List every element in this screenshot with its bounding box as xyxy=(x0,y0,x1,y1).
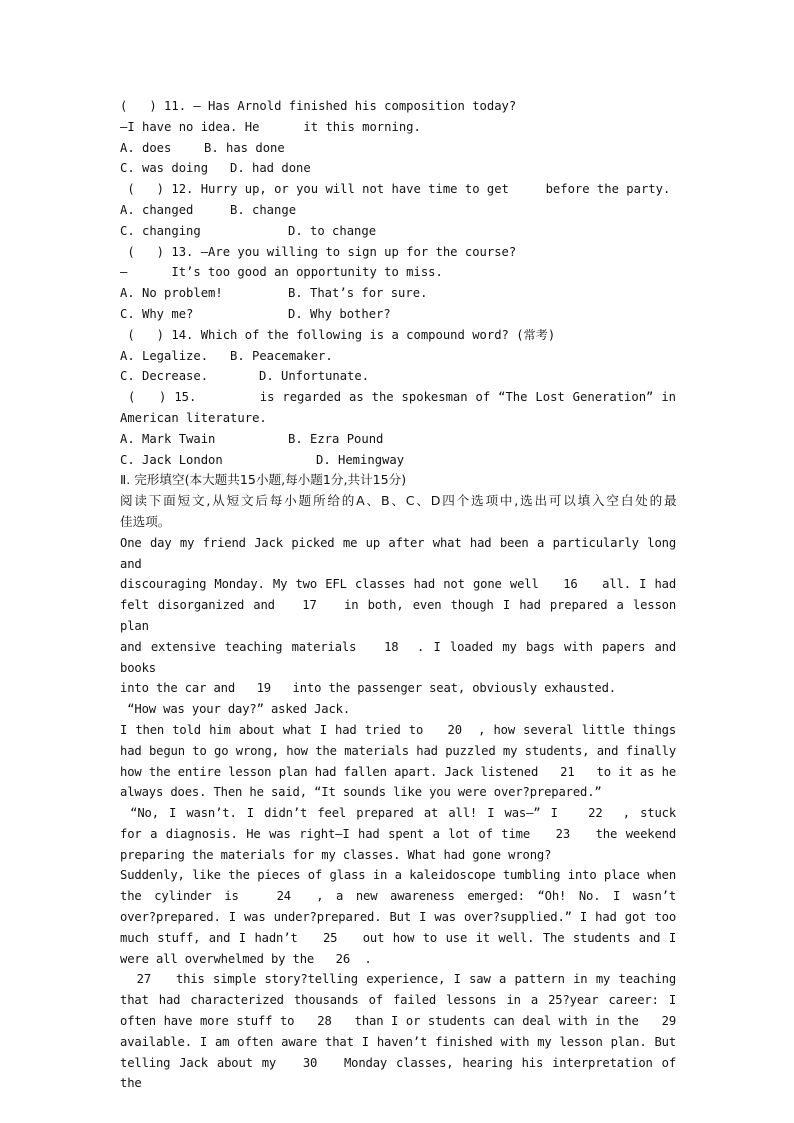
passage-line: for a diagnosis. He was right—I had spent a lot of time 23 the weekend xyxy=(120,826,676,841)
option-c: C. Jack London xyxy=(120,452,223,467)
question-11-stem: ( ) 11. — Has Arnold finished his composition today? xyxy=(120,99,517,113)
option-d: D. had done xyxy=(230,161,311,176)
question-11-options-ab xyxy=(120,138,676,159)
passage-line: the cylinder is 24 , a new awareness emerged: “Oh! No. I wasn’t xyxy=(120,889,676,904)
question-14-stem: ( ) 14. Which of the following is a compound word? (常考) xyxy=(120,327,556,342)
option-b: B. Ezra Pound xyxy=(288,431,384,446)
passage-line: preparing the materials for my classes. What had gone wrong? xyxy=(120,847,552,862)
section-instruction-cont: 佳选项。 xyxy=(120,513,171,529)
option-d: D. Unfortunate. xyxy=(259,369,370,384)
option-a: A. does xyxy=(120,140,172,155)
option-b: B. has done xyxy=(204,140,285,155)
passage-line: “How was your day?” asked Jack. xyxy=(120,702,350,717)
passage-line: much stuff, and I hadn’t 25 out how to use it well. The students and I xyxy=(120,930,676,945)
question-14-options-ab xyxy=(120,346,676,367)
section-heading: Ⅱ. 完形填空(本大题共15小题,每小题1分,共计15分) xyxy=(120,472,407,488)
option-c: C. Why me? xyxy=(120,306,194,321)
option-d: D. Hemingway xyxy=(316,452,405,467)
question-13-options-cd xyxy=(120,304,676,325)
question-11-options-cd xyxy=(120,158,676,179)
passage-line: had begun to go wrong, how the materials had puzzled my students, and finally xyxy=(120,743,676,758)
question-13-options-ab xyxy=(120,283,676,304)
passage-line: discouraging Monday. My two EFL classes had not gone well 16 all. I had xyxy=(120,577,676,592)
question-15-stem: ( ) 15. is regarded as the spokesman of “The Lost Generation” in xyxy=(120,390,676,405)
question-15-options-cd xyxy=(120,450,676,471)
passage-line: were all overwhelmed by the 26 . xyxy=(120,951,372,966)
passage-line: Suddenly, like the pieces of glass in a kaleidoscope tumbling into place when xyxy=(120,868,676,883)
option-a: A. No problem! xyxy=(120,286,223,301)
passage-line: into the car and 19 into the passenger seat, obviously exhausted. xyxy=(120,681,616,696)
option-c: C. was doing xyxy=(120,161,209,176)
passage-line: that had characterized thousands of failed lessons in a 25?year career: I xyxy=(120,993,676,1008)
passage-line: how the entire lesson plan had fallen apart. Jack listened 21 to it as he xyxy=(120,764,676,779)
passage-line: always does. Then he said, “It sounds like you were over?prepared.” xyxy=(120,785,602,800)
option-a: A. Mark Twain xyxy=(120,431,216,446)
question-15-options-ab xyxy=(120,429,676,450)
exam-page xyxy=(120,96,684,1094)
question-15-stem-cont: American literature. xyxy=(120,410,267,425)
question-12-stem: ( ) 12. Hurry up, or you will not have time to get before the party. xyxy=(120,182,671,197)
option-a: A. Legalize. xyxy=(120,348,209,363)
option-c: C. Decrease. xyxy=(120,369,209,384)
passage-line: One day my friend Jack picked me up after what had been a particularly long and xyxy=(120,535,684,571)
passage-line: felt disorganized and 17 in both, even though I had prepared a lesson plan xyxy=(120,598,684,633)
passage-line: over?prepared. I was under?prepared. But I was over?supplied.” I had got too xyxy=(120,910,676,925)
question-12-options-cd xyxy=(120,221,676,242)
option-b: B. Peacemaker. xyxy=(230,348,333,363)
option-d: D. Why bother? xyxy=(288,306,391,321)
passage-line: telling Jack about my 30 Monday classes, hearing his interpretation of the xyxy=(120,1055,684,1091)
passage-line: available. I am often aware that I haven’t finished with my lesson plan. But xyxy=(120,1034,676,1049)
question-13-stem: ( ) 13. —Are you willing to sign up for the course? xyxy=(120,244,517,259)
question-13-reply: — It’s too good an opportunity to miss. xyxy=(120,265,443,280)
passage-line: “No, I wasn’t. I didn’t feel prepared at all! I was—” I 22 , stuck xyxy=(120,806,676,821)
question-11-reply: —I have no idea. He it this morning. xyxy=(120,119,421,134)
passage-line: I then told him about what I had tried to 20 , how several little things xyxy=(120,722,676,737)
option-a: A. changed xyxy=(120,202,194,217)
question-12-options-ab xyxy=(120,200,676,221)
option-b: B. That’s for sure. xyxy=(288,286,428,301)
option-d: D. to change xyxy=(288,223,377,238)
passage-line: and extensive teaching materials 18 . I loaded my bags with papers and books xyxy=(120,639,684,675)
passage-line: often have more stuff to 28 than I or students can deal with in the 29 xyxy=(120,1014,676,1029)
passage-line: 27 this simple story?telling experience, I saw a pattern in my teaching xyxy=(120,972,677,987)
question-14-options-cd xyxy=(120,366,676,387)
option-c: C. changing xyxy=(120,223,201,238)
section-instruction: 阅读下面短文,从短文后每小题所给的A、B、C、D四个选项中,选出可以填入空白处的最 xyxy=(120,493,676,509)
option-b: B. change xyxy=(230,202,297,217)
